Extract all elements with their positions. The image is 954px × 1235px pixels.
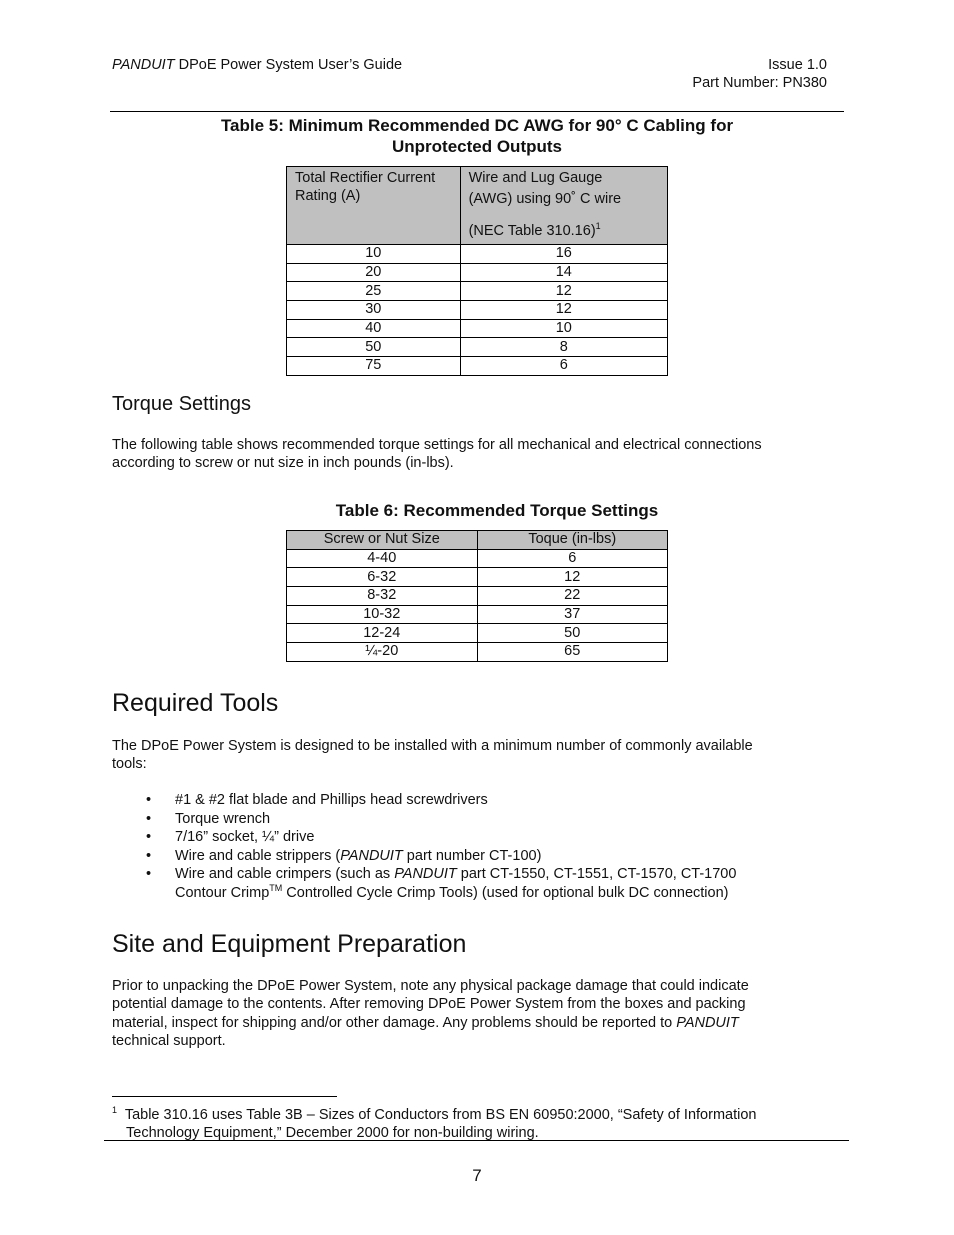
torque-value-cell: 6 bbox=[477, 549, 668, 568]
bullet-icon: • bbox=[146, 792, 152, 808]
list-item bbox=[112, 810, 812, 829]
list-item-text: Torque wrench bbox=[175, 810, 271, 827]
footnote-ref: 1 bbox=[595, 221, 601, 231]
screw-size-cell: 12-24 bbox=[287, 624, 478, 643]
torque-column-header: Toque (in-lbs) bbox=[477, 531, 668, 550]
list-item-text: Wire and cable crimpers (such as bbox=[175, 866, 395, 883]
list-item-text: part number CT-100) bbox=[402, 847, 542, 864]
table-row bbox=[287, 549, 668, 568]
list-item bbox=[112, 847, 812, 866]
screw-size-cell: ¼-20 bbox=[287, 643, 478, 662]
bullet-icon: • bbox=[146, 866, 152, 883]
bullet-icon: • bbox=[146, 829, 152, 846]
current-rating-cell: 40 bbox=[287, 319, 461, 338]
screw-size-cell: 8-32 bbox=[287, 587, 478, 606]
table-row bbox=[287, 245, 668, 264]
awg-col1-header-line1: Total Rectifier Current bbox=[295, 170, 436, 186]
torque-intro-line1: The following table shows recommended torque settings for all mechanical and electrical connections bbox=[112, 437, 762, 453]
table-row bbox=[287, 319, 668, 338]
table5-caption-line2: Unprotected Outputs bbox=[392, 137, 562, 156]
bullet-icon: • bbox=[146, 810, 152, 827]
torque-intro-line2: according to screw or nut size in inch pounds (in-lbs). bbox=[112, 455, 454, 472]
awg-gauge-cell: 6 bbox=[460, 357, 667, 376]
footnote-line1 bbox=[112, 1106, 832, 1124]
site-paragraph-line3 bbox=[112, 1014, 832, 1032]
site-preparation-paragraph bbox=[112, 977, 832, 1050]
bullet-icon: • bbox=[146, 847, 152, 864]
torque-value-cell: 22 bbox=[477, 587, 668, 606]
tools-intro-paragraph bbox=[112, 737, 832, 774]
list-item bbox=[112, 791, 812, 810]
page-number: 7 bbox=[472, 1166, 482, 1185]
brand-name: PANDUIT bbox=[676, 1014, 739, 1031]
torque-table-header-row bbox=[287, 531, 668, 550]
running-header-title bbox=[112, 56, 402, 74]
table-row bbox=[287, 338, 668, 357]
awg-gauge-cell: 10 bbox=[460, 319, 667, 338]
footnote-line2: Technology Equipment,” December 2000 for non-building wiring. bbox=[126, 1125, 539, 1142]
running-header-meta bbox=[692, 56, 827, 92]
footer-rule bbox=[104, 1140, 849, 1141]
table-row bbox=[287, 263, 668, 282]
list-item-text: Contour Crimp bbox=[175, 884, 270, 901]
brand-name: PANDUIT bbox=[340, 847, 403, 864]
list-item-text: part CT-1550, CT-1551, CT-1570, CT-1700 bbox=[456, 866, 737, 883]
torque-value-cell: 37 bbox=[477, 605, 668, 624]
tools-list bbox=[112, 791, 812, 903]
screw-size-cell: 10-32 bbox=[287, 605, 478, 624]
screw-size-cell: 4-40 bbox=[287, 549, 478, 568]
current-rating-cell: 25 bbox=[287, 282, 461, 301]
torque-table bbox=[286, 530, 668, 662]
awg-col2-header-line3-text: (NEC Table 310.16) bbox=[468, 223, 596, 239]
awg-gauge-cell: 8 bbox=[460, 338, 667, 357]
list-item-text: Controlled Cycle Crimp Tools) (used for optional bulk DC connection) bbox=[282, 884, 729, 901]
table-row bbox=[287, 605, 668, 624]
current-rating-cell: 50 bbox=[287, 338, 461, 357]
torque-value-cell: 50 bbox=[477, 624, 668, 643]
awg-table bbox=[286, 166, 668, 376]
footnote-marker: 1 bbox=[112, 1105, 118, 1115]
awg-gauge-cell: 16 bbox=[460, 245, 667, 264]
awg-col2-header-line3 bbox=[469, 222, 659, 240]
list-item bbox=[112, 865, 812, 902]
required-tools-heading: Required Tools bbox=[112, 689, 279, 717]
brand-name: PANDUIT bbox=[394, 866, 457, 883]
awg-col1-header bbox=[287, 167, 461, 245]
brand-name: PANDUIT bbox=[112, 57, 175, 73]
awg-table-header-row bbox=[287, 167, 668, 245]
current-rating-cell: 30 bbox=[287, 301, 461, 320]
table-row bbox=[287, 357, 668, 376]
footnote-separator bbox=[112, 1096, 337, 1097]
table5-caption-line1: Table 5: Minimum Recommended DC AWG for 90° C Cabling for bbox=[220, 116, 734, 135]
table-row bbox=[287, 643, 668, 662]
torque-intro-paragraph bbox=[112, 436, 832, 473]
awg-col2-header bbox=[460, 167, 667, 245]
table-row bbox=[287, 624, 668, 643]
table-row bbox=[287, 301, 668, 320]
awg-gauge-cell: 12 bbox=[460, 301, 667, 320]
tools-intro-line1: The DPoE Power System is designed to be installed with a minimum number of commonly available bbox=[112, 738, 753, 754]
site-paragraph-line2: potential damage to the contents. After removing DPoE Power System from the boxes and packing bbox=[112, 996, 746, 1013]
tools-intro-line2: tools: bbox=[112, 756, 147, 773]
awg-col2-header-line1: Wire and Lug Gauge bbox=[468, 170, 603, 186]
part-number-label: Part Number: PN380 bbox=[692, 75, 827, 91]
awg-col1-header-line2: Rating (A) bbox=[295, 188, 361, 204]
site-paragraph-line4: technical support. bbox=[112, 1032, 226, 1049]
document-title: DPoE Power System User’s Guide bbox=[174, 57, 403, 73]
issue-label: Issue 1.0 bbox=[768, 57, 827, 73]
torque-settings-heading: Torque Settings bbox=[112, 393, 251, 415]
torque-value-cell: 12 bbox=[477, 568, 668, 587]
table-row bbox=[287, 282, 668, 301]
current-rating-cell: 75 bbox=[287, 357, 461, 376]
site-preparation-heading: Site and Equipment Preparation bbox=[112, 930, 467, 958]
trademark-mark: TM bbox=[269, 882, 283, 893]
awg-gauge-cell: 12 bbox=[460, 282, 667, 301]
table-row bbox=[287, 568, 668, 587]
header-rule bbox=[110, 111, 844, 112]
list-item bbox=[112, 828, 812, 847]
footnote-line1-text: Table 310.16 uses Table 3B – Sizes of Conductors from BS EN 60950:2000, “Safety of Information bbox=[124, 1107, 757, 1123]
list-item-text: 7/16” socket, ¼” drive bbox=[175, 829, 315, 846]
awg-col2-header-line2: (AWG) using 90˚ C wire bbox=[468, 191, 622, 207]
current-rating-cell: 10 bbox=[287, 245, 461, 264]
table6-caption: Table 6: Recommended Torque Settings bbox=[335, 501, 659, 520]
torque-value-cell: 65 bbox=[477, 643, 668, 662]
footnote bbox=[112, 1106, 832, 1143]
current-rating-cell: 20 bbox=[287, 263, 461, 282]
awg-gauge-cell: 14 bbox=[460, 263, 667, 282]
screw-size-column-header: Screw or Nut Size bbox=[287, 531, 478, 550]
list-item-text: Wire and cable strippers ( bbox=[175, 847, 341, 864]
screw-size-cell: 6-32 bbox=[287, 568, 478, 587]
site-paragraph-line1: Prior to unpacking the DPoE Power System, note any physical package damage that could indicate bbox=[112, 978, 749, 994]
table5-caption bbox=[110, 115, 844, 157]
list-item-text: #1 & #2 flat blade and Phillips head screwdrivers bbox=[175, 792, 488, 808]
table-row bbox=[287, 587, 668, 606]
site-paragraph-line3-text: material, inspect for shipping and/or other damage. Any problems should be reported to bbox=[112, 1014, 677, 1031]
